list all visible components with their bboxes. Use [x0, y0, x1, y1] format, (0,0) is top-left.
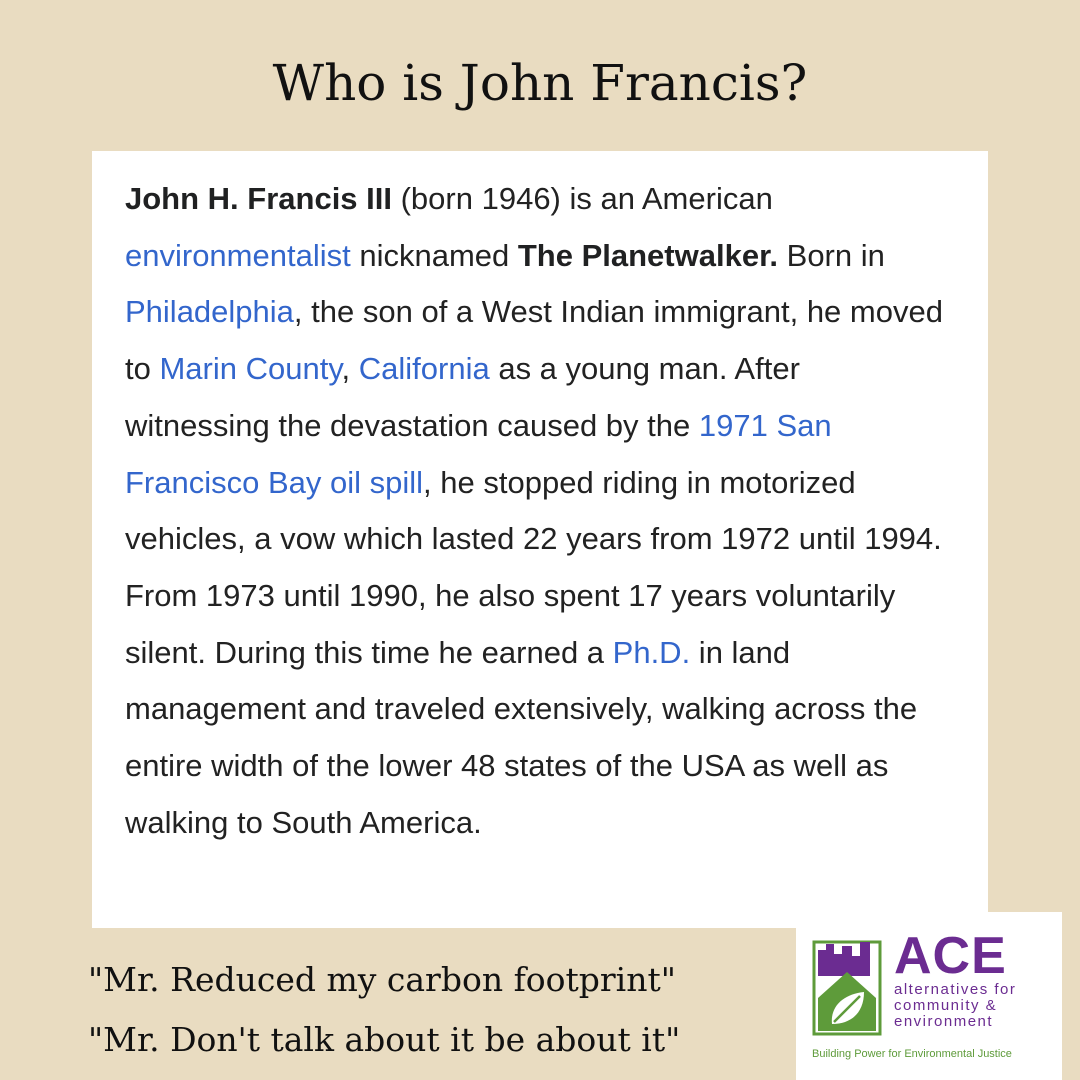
logo-name: ACE [894, 927, 1007, 985]
article-text: , he stopped riding in motorized vehicles, a vow which lasted 22 years from 1972 until 1994. From 1973 until 1990, he also spent 17 years voluntarily silent. During this time he earned a [125, 464, 942, 670]
link-philadelphia[interactable]: Philadelphia [125, 294, 294, 330]
nickname: The Planetwalker. [517, 237, 779, 273]
article-excerpt [92, 151, 988, 928]
quote-2: "Mr. Don't talk about it be about it" [88, 1020, 681, 1059]
link-california[interactable]: California [358, 351, 490, 387]
article-text: nicknamed [350, 237, 518, 273]
link-oil-spill[interactable]: 1971 San Francisco Bay oil spill [125, 407, 832, 500]
logo-line-3: environment [894, 1013, 994, 1030]
logo-tagline: Building Power for Environmental Justice [812, 1048, 1012, 1060]
page-title: Who is John Francis? [272, 54, 808, 112]
house-leaf-icon [812, 936, 882, 1036]
article-text: , [341, 351, 359, 387]
link-environmentalist[interactable]: environmentalist [125, 237, 351, 273]
article-text: as a young man. After witnessing the devastation caused by the [125, 351, 800, 443]
link-phd[interactable]: Ph.D. [612, 634, 691, 670]
quotes [88, 950, 680, 1070]
quote-1: "Mr. Reduced my carbon footprint" [88, 960, 676, 999]
link-marin-county[interactable]: Marin County [159, 351, 342, 387]
article-text: Born in [778, 237, 885, 273]
article-text: in land management and traveled extensively, walking across the entire width of the lower 48 states of the USA as well as walking to South America. [125, 634, 918, 840]
ace-logo [796, 912, 1062, 1080]
logo-line-2: community & [894, 997, 998, 1014]
logo-line-1: alternatives for [894, 981, 1017, 998]
subject-name: John H. Francis III [125, 181, 392, 216]
article-text: (born 1946) is an American [392, 181, 773, 216]
article-text: , the son of a West Indian immigrant, he moved to [125, 294, 943, 387]
